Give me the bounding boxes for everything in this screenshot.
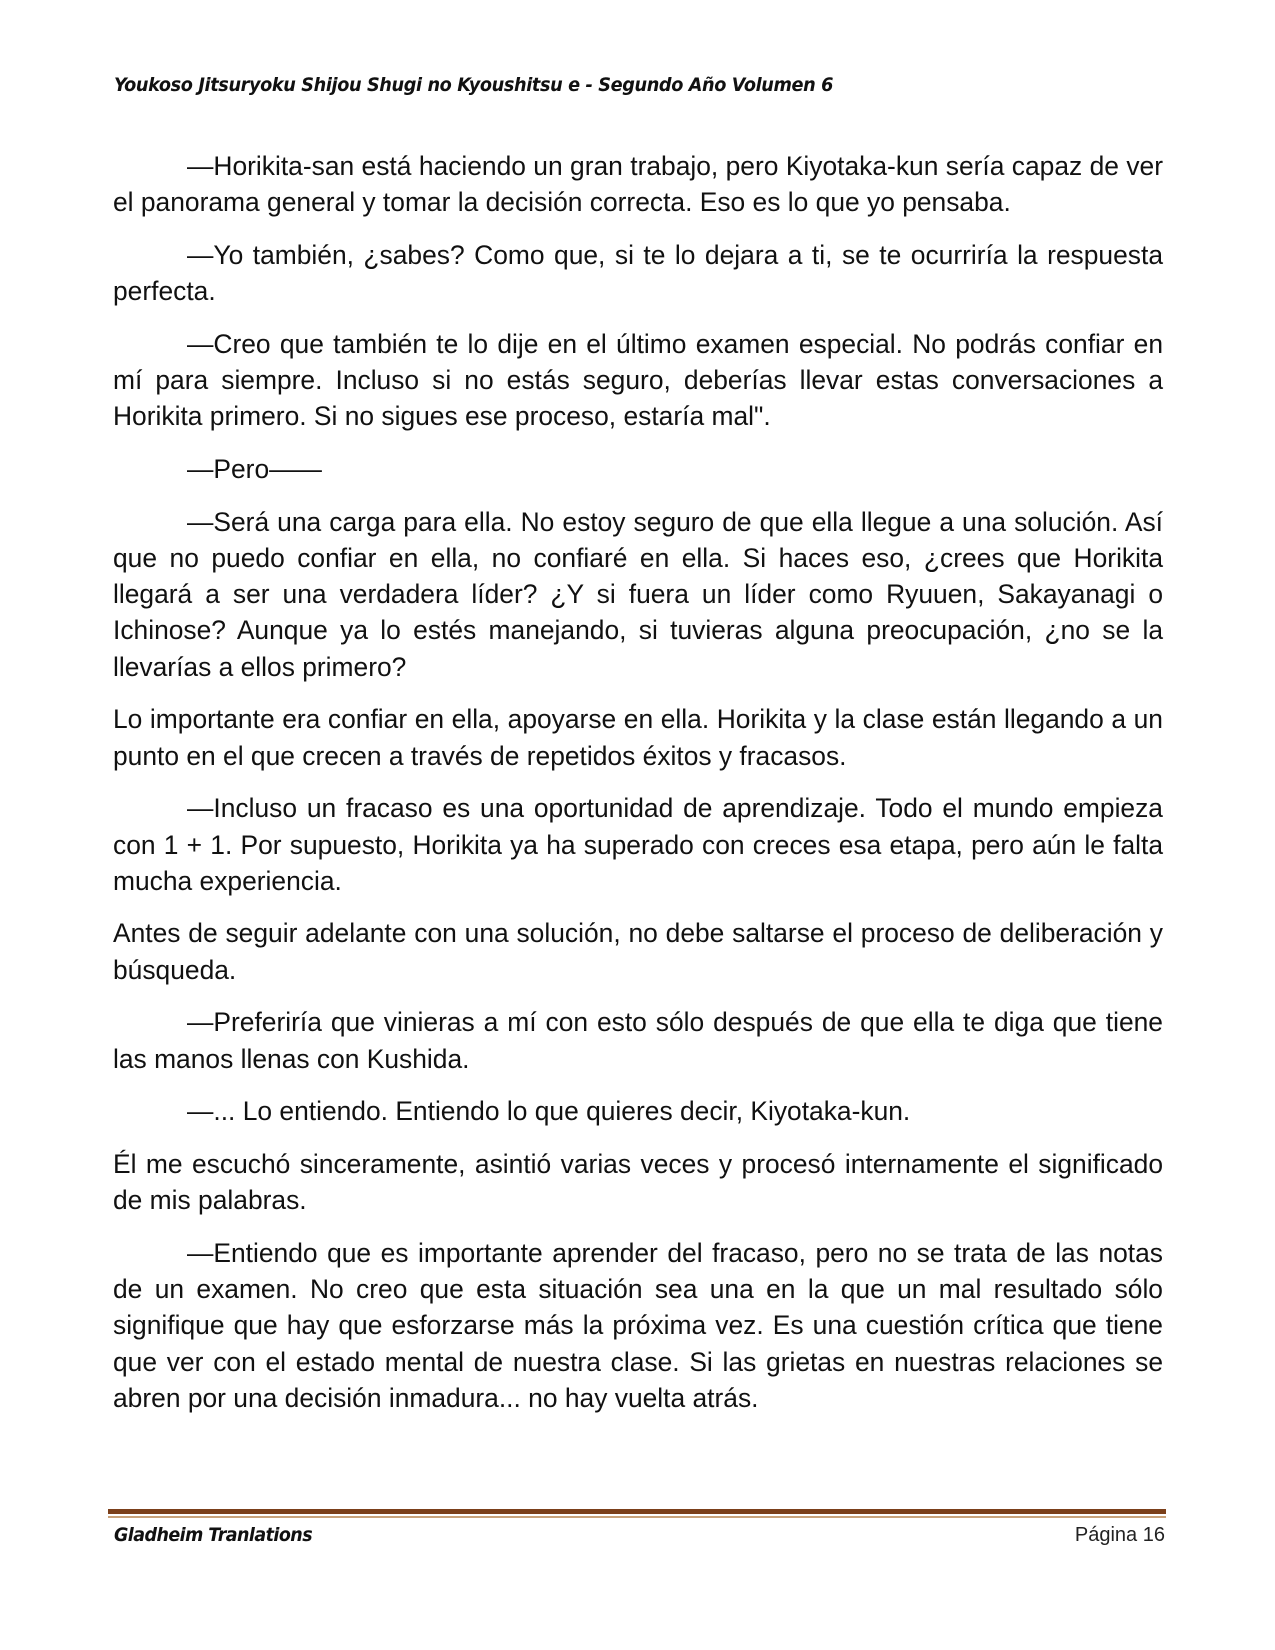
footer-rule-thin	[108, 1516, 1166, 1518]
page-number: 16	[1142, 1524, 1165, 1546]
paragraph: —Yo también, ¿sabes? Como que, si te lo dejara a ti, se te ocurriría la respuesta perfecta.	[113, 239, 1163, 307]
page-body	[113, 148, 1163, 1432]
paragraph: —Horikita-san está haciendo un gran trabajo, pero Kiyotaka-kun sería capaz de ver el panorama general y tomar la decisión correcta. Eso es lo que yo pensaba.	[113, 151, 1163, 218]
paragraph: —Creo que también te lo dije en el último examen especial. No podrás confiar en mí para siempre. Incluso si no estás seguro, deberías llevar estas conversaciones a Horikita primero. Si no sigues ese proceso, estaría mal".	[113, 328, 1163, 432]
paragraph: —... Lo entiendo. Entiendo lo que quieres decir, Kiyotaka-kun.	[187, 1096, 911, 1127]
running-header-title: Youkoso Jitsuryoku Shijou Shugi no Kyoushitsu e - Segundo Año Volumen 6	[114, 74, 834, 96]
page-label: Página	[1074, 1524, 1138, 1546]
paragraph: Antes de seguir adelante con una solución, no debe saltarse el proceso de deliberación y búsqueda.	[113, 918, 1163, 985]
paragraph: —Incluso un fracaso es una oportunidad de aprendizaje. Todo el mundo empieza con 1 + 1. Por supuesto, Horikita ya ha superado con creces esa etapa, pero aún le falta mucha experiencia.	[113, 793, 1163, 896]
paragraph: Lo importante era confiar en ella, apoyarse en ella. Horikita y la clase están llegando a un punto en el que crecen a través de repetidos éxitos y fracasos.	[113, 704, 1163, 771]
footer-rule-thick	[108, 1509, 1166, 1514]
paragraph: Él me escuchó sinceramente, asintió varias veces y procesó internamente el significado de mis palabras.	[113, 1148, 1163, 1216]
paragraph: —Será una carga para ella. No estoy seguro de que ella llegue a una solución. Así que no puedo confiar en ella, no confiaré en ella. Si haces eso, ¿crees que Horikita llegará a ser una verdadera líder? ¿Y si fuera un líder como Ryuuen, Sakayanagi o Ichinose? Aunque ya lo estés manejando, si tuvieras alguna preocupación, ¿no se la llevarías a ellos primero?	[113, 506, 1163, 682]
paragraph: —Pero——	[187, 453, 322, 484]
paragraph: —Entiendo que es importante aprender del fracaso, pero no se trata de las notas de un examen. No creo que esta situación sea una en la que un mal resultado sólo signifique que hay que esforzarse más la próxima vez. Es una cuestión crítica que tiene que ver con el estado mental de nuestra clase. Si las grietas en nuestras relaciones se abren por una decisión inmadura... no hay vuelta atrás.	[113, 1237, 1163, 1413]
footer-translator-credit: Gladheim Tranlations	[114, 1524, 313, 1546]
footer-page-number	[1075, 1524, 1165, 1547]
paragraph: —Preferiría que vinieras a mí con esto sólo después de que ella te diga que tiene las manos llenas con Kushida.	[113, 1007, 1163, 1074]
